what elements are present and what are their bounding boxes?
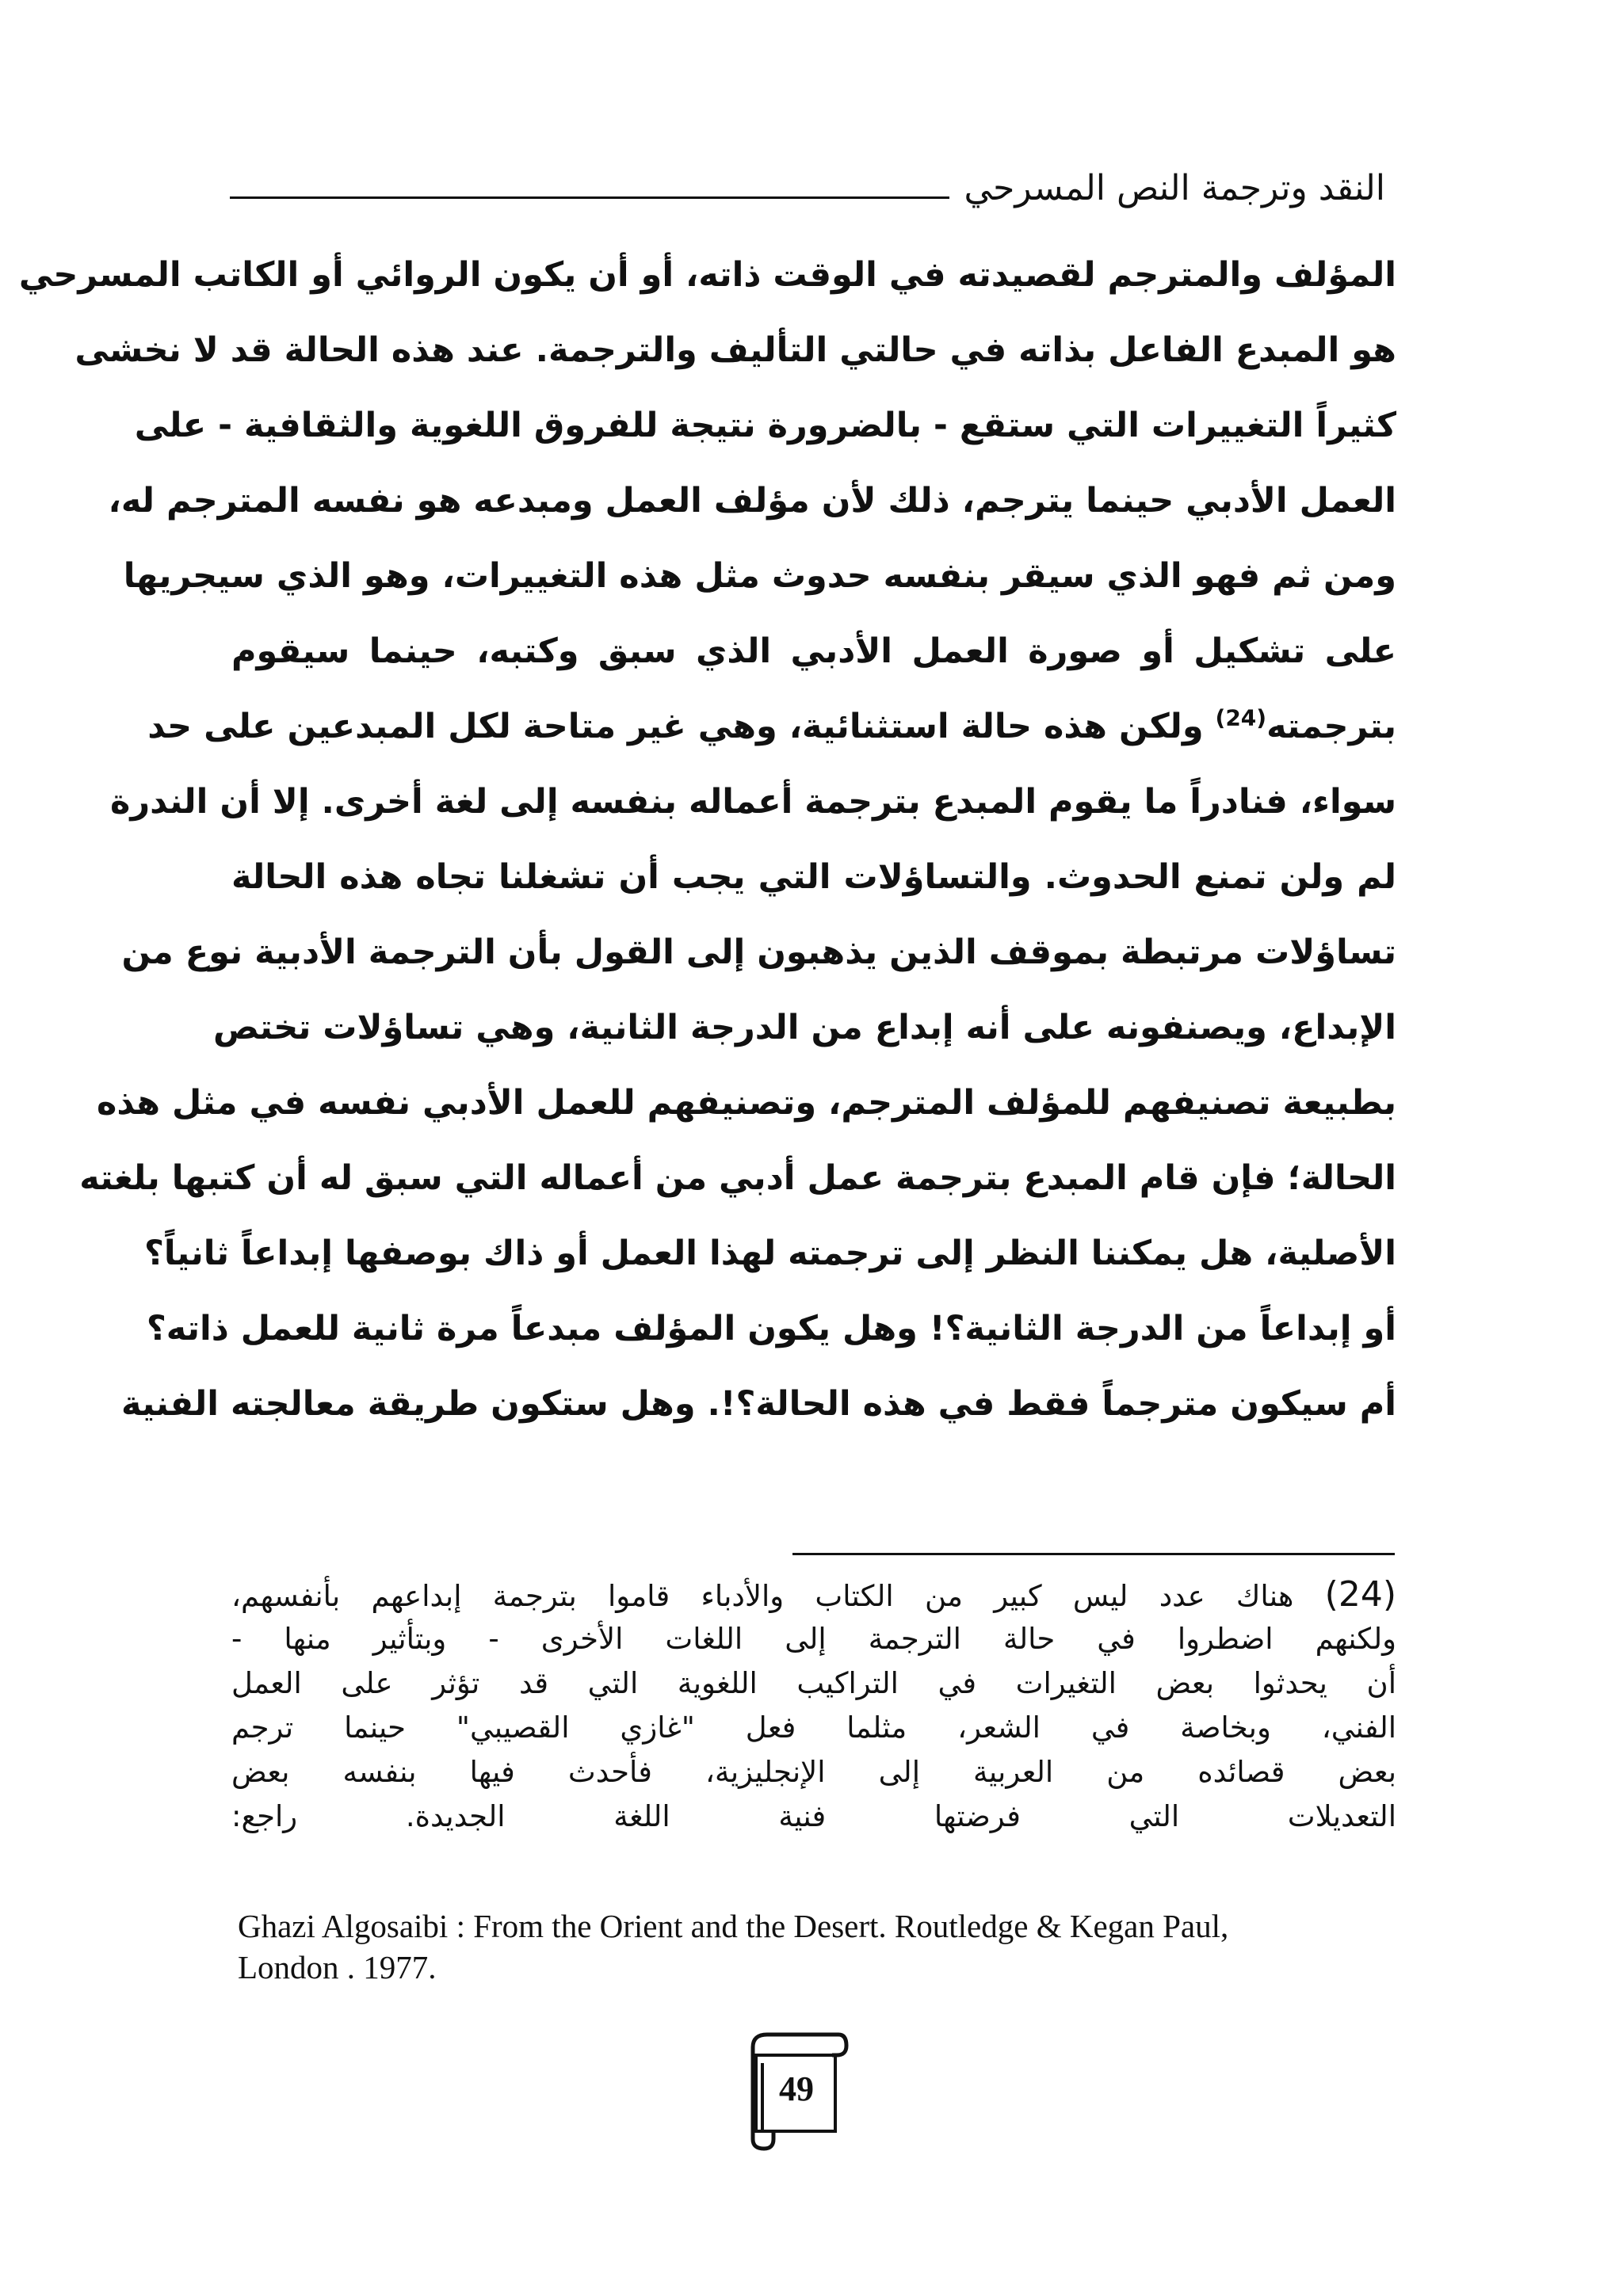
- page-number: 49: [779, 2069, 814, 2108]
- body-line: العمل الأدبي حينما يترجم، ذلك لأن مؤلف العمل ومبدعه هو نفسه المترجم له،: [108, 481, 1396, 521]
- body-line: تساؤلات مرتبطة بموقف الذين يذهبون إلى القول بأن الترجمة الأدبية نوع من: [121, 933, 1396, 972]
- body-text: [18, 238, 1396, 1442]
- body-line: أو إبداعاً من الدرجة الثانية؟! وهل يكون المؤلف مبدعاً مرة ثانية للعمل ذاته؟: [146, 1309, 1396, 1348]
- body-line: لم ولن تمنع الحدوث. والتساؤلات التي يجب أن تشغلنا تجاه هذه الحالة: [231, 857, 1396, 897]
- body-line: بطبيعة تصنيفهم للمؤلف المترجم، وتصنيفهم للعمل الأدبي نفسه في مثل هذه: [96, 1083, 1396, 1123]
- footnote-text: هناك عدد ليس كبير من الكتاب والأدباء قاموا بترجمة إبداعهم بأنفسهم،: [231, 1579, 1294, 1613]
- body-line: هو المبدع الفاعل بذاته في حالتي التأليف والترجمة. عند هذه الحالة قد لا نخشى: [74, 330, 1396, 370]
- body-line: الإبداع، ويصنفونه على أنه إبداع من الدرجة الثانية، وهي تساؤلات تختص: [212, 1008, 1396, 1047]
- footnote-line: الفني، وبخاصة في الشعر، مثلما فعل "غازي القصيبي" حينما ترجم: [231, 1711, 1396, 1745]
- footnote-line: أن يحدثوا بعض التغيرات في التراكيب اللغوية التي قد تؤثر على العمل: [231, 1666, 1396, 1700]
- body-line: على تشكيل أو صورة العمل الأدبي الذي سبق وكتبه، حينما سيقوم: [231, 631, 1396, 671]
- body-line: المؤلف والمترجم لقصيدته في الوقت ذاته، أو أن يكون الروائي أو الكاتب المسرحي: [18, 255, 1396, 295]
- footnote-marker: (24): [1215, 704, 1267, 731]
- footnote-line: [231, 1573, 1396, 1617]
- body-line: ومن ثم فهو الذي سيقر بنفسه حدوث مثل هذه التغييرات، وهو الذي سيجريها: [123, 556, 1396, 596]
- body-line: سواء، فنادراً ما يقوم المبدع بترجمة أعماله بنفسه إلى لغة أخرى. إلا أن الندرة: [110, 782, 1396, 822]
- footnote-line: ولكنهم اضطروا في حالة الترجمة إلى اللغات الأخرى - وبتأثير منها -: [231, 1622, 1396, 1656]
- body-fragment: ولكن هذه حالة استثنائية، وهي غير متاحة لكل المبدعين على حد: [147, 707, 1204, 746]
- footnote: [231, 1573, 1396, 1839]
- footnote-number: (24): [1324, 1574, 1396, 1615]
- body-line: الحالة؛ فإن قام المبدع بترجمة عمل أدبي من أعماله التي سبق له أن كتبها بلغته: [79, 1158, 1396, 1198]
- running-header: النقد وترجمة النص المسرحي: [949, 168, 1385, 208]
- body-line: كثيراً التغييرات التي ستقع - بالضرورة نتيجة للفروق اللغوية والثقافية - على: [134, 406, 1396, 445]
- footnote-line: التعديلات التي فرضتها فنية اللغة الجديدة. راجع:: [231, 1799, 1396, 1833]
- page-number-badge: [737, 2028, 853, 2152]
- body-line: أم سيكون مترجماً فقط في هذه الحالة؟!. وهل ستكون طريقة معالجته الفنية: [121, 1384, 1396, 1424]
- footnote-rule: [792, 1553, 1395, 1555]
- body-fragment: بترجمته: [1266, 707, 1396, 746]
- footnote-citation: Ghazi Algosaibi : From the Orient and the Desert. Routledge & Kegan Paul, London . 1977.: [238, 1908, 1229, 1985]
- footnote-line: بعض قصائده من العربية إلى الإنجليزية، فأحدث فيها بنفسه بعض: [231, 1755, 1396, 1789]
- body-line: الأصلية، هل يمكننا النظر إلى ترجمته لهذا العمل أو ذاك بوصفها إبداعاً ثانياً؟: [143, 1234, 1396, 1273]
- body-line-with-footnote: [147, 689, 1396, 765]
